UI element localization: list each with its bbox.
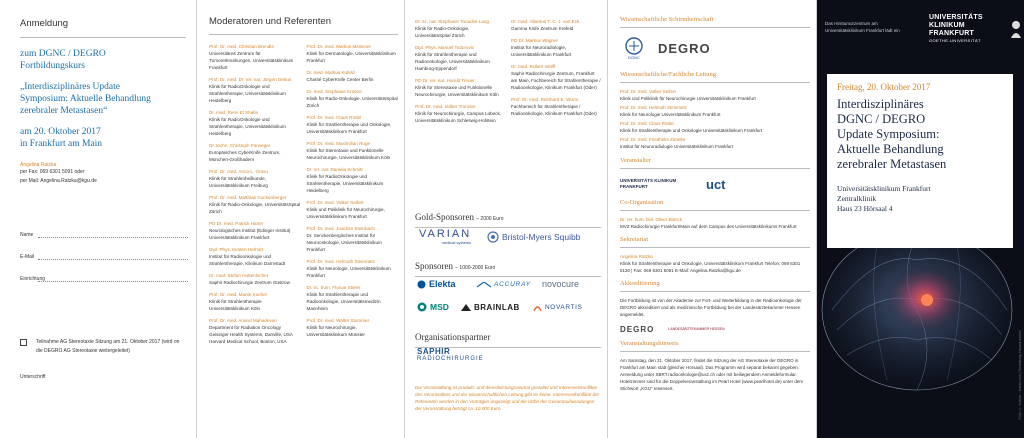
person-name: Dipl. Phys. Kirsten Herholz <box>209 247 264 252</box>
registration-heading: Anmeldung <box>20 18 69 29</box>
divider <box>620 27 810 28</box>
course-title-3: zerebraler Metastasen“ <box>20 106 108 116</box>
person-affiliation: Europäisches CyberKnife Zentrum, München-Großhadern <box>209 150 281 162</box>
accreditation-heading: Akkreditierung <box>620 280 660 287</box>
person-affiliation: Gamma Knife Zentrum Krefeld <box>511 26 574 31</box>
cover-card <box>827 74 1013 248</box>
person-name: Dr. techn. Christoph Fürweger <box>209 143 271 148</box>
varian-logo: VARIAN medical systems <box>419 228 472 245</box>
person-name: Prof. Dr. med. Claus Rödel <box>620 121 674 126</box>
person-affiliation: Charité CyberKnife Center Berlin <box>306 77 374 82</box>
lak-hessen-logo: LANDESÄRZTEKAMMER HESSEN <box>668 327 725 331</box>
divider <box>620 351 810 352</box>
leadership-entry <box>620 120 810 134</box>
leadership-list <box>620 88 810 150</box>
divider <box>415 276 601 277</box>
divider <box>620 247 810 248</box>
person-affiliation: Klinik für Stereotaxie und Funktionelle Neurochirurgie, Universitätsklinikum Köln <box>415 85 499 97</box>
person-affiliation: Department for Radiation Oncology Geisinger Health Systems, Danville, USA Harvard Medical School, Boston, USA <box>209 325 293 344</box>
person-affiliation: Klinik für Radio-Onkologie, UniversitätsSpital Zürich <box>306 96 398 108</box>
divider <box>620 210 810 211</box>
person-affiliation: Klinik für Neurochirurgie, Campus Lübeck, Universitätsklinikum Schleswig-Holstein <box>415 111 502 123</box>
person-name: PD Dr. Markus Wagner <box>511 38 559 43</box>
leadership-entry <box>620 88 810 102</box>
person-affiliation: Saphir Radiochirurgie Zentrum, Frankfurt am Main, Fachbereich für Strahlentherapie / Radioonkologie, Klinikum Frankfurt (Oder) <box>511 71 601 90</box>
organizer-heading: Veranstalter <box>620 157 652 164</box>
org-partner-heading: Organisationspartner <box>415 332 491 342</box>
leadership-entry <box>620 104 810 118</box>
person-affiliation: Institut für Neuroradiologie, Universitätsklinikum Frankfurt <box>511 45 572 57</box>
patronage-heading: Wissenschaftliche Schirmherrschaft <box>620 16 714 23</box>
photo-credit: Foto: © Kolmar - fotolia.com | Gestaltung: Hausdruckerei <box>1018 330 1022 420</box>
dgnc-icon <box>624 37 644 55</box>
brainlab-icon <box>461 304 471 312</box>
leadership-entry <box>620 136 810 150</box>
contact-mail[interactable]: per Mail: Angelina.Ratzka@kgu.de <box>20 178 97 184</box>
person-name: Dr. med. Remi El Shafie <box>209 110 259 115</box>
course-date: am 20. Oktober 2017 <box>20 127 101 137</box>
name-line[interactable] <box>38 237 188 238</box>
attendance-checkbox-label: Teilnahme AG Stereotaxie Sitzung am 21. Oktober 2017 (wird on die DEGRO AG Stereotaxie weitergeleitet) <box>36 339 180 354</box>
disclaimer: Die Veranstaltung ist produkt- und dienstleistungsneutral gestaltet und Interessenkonflikte des Veranstalters und der wissenschaftlichen Leitung gibt es keine. Interessenkonflikte der Referenten werden in den Vorträgen angezeigt und die Höhe der Gesamtaufwendungen der Veranstaltung beträgt ca. 10.000 Euro. <box>415 385 600 411</box>
person-name: Prof. Dr. med. Anand Mahadevan <box>209 318 277 323</box>
degro-akademie-logo: DEGRO <box>620 324 655 334</box>
uct-logo: uct <box>706 176 726 192</box>
person-name: Prof. Dr. med. Walter Stummer <box>306 318 370 323</box>
speaker-entry <box>307 284 399 312</box>
speaker-entry <box>511 63 601 91</box>
speakers-panel <box>197 0 404 438</box>
course-place: in Frankfurt am Main <box>20 139 103 149</box>
secretariat-heading: Sekretariat <box>620 236 649 243</box>
name-field[interactable] <box>20 232 33 238</box>
person-affiliation: Klinik für Neurologie, Universitätsklinikum Frankfurt <box>306 266 391 278</box>
speakers-heading: Moderatoren und Referenten <box>209 16 331 27</box>
person-affiliation: Klinik für Stereotaxie und Funktionelle Neurochirurgie, Universitätsklinikum Köln <box>306 148 391 160</box>
event-note-heading: Veranstaltungshinweis <box>620 340 679 347</box>
elekta-logo: Elekta <box>417 279 456 289</box>
course-title-1: „Interdisziplinäres Update <box>20 82 120 92</box>
speaker-entry <box>307 225 399 253</box>
novocure-logo: novocure <box>542 279 580 289</box>
speaker-entry <box>307 69 399 83</box>
registration-panel <box>0 0 196 438</box>
person-name: Prof. Dr. med. Reinhard E. Wurm <box>511 97 579 102</box>
degro-logo: DEGRO <box>658 40 711 56</box>
person-name: Prof. Dr. med. Christian Brendts <box>209 44 274 49</box>
coorg-text: MVZ Radiochirurgie Frankfurt/Main auf dem Campus des Universitätsklinikums Frankfurt <box>620 224 797 229</box>
person-affiliation: Klinik und Poliklinik für Neurochirurgie, Universitätsklinikum Frankfurt <box>306 207 385 219</box>
accuray-icon <box>477 282 491 288</box>
cover-location: Universitätsklinikum Frankfurt Zentralklinik Haus 23 Hörsaal 4 <box>837 184 931 213</box>
person-affiliation: Universitäres Zentrum für Tumorerkrankungen, Universitätsklinikum Frankfurt <box>209 51 294 70</box>
speakers-column-2 <box>307 43 399 350</box>
speakers-column-3 <box>415 18 505 129</box>
person-name: Prof. Dr. med. Volker Seifert <box>620 89 676 94</box>
leadership-heading: Wissenschaftliche/Fachliche Leitung <box>620 71 716 78</box>
person-affiliation: Klinik für Radio-Onkologie, UniversitätsSpital Zürich <box>209 202 301 214</box>
speakers-column-4 <box>511 18 601 129</box>
person-affiliation: Dr. Senckenbergisches Institut für Neuroonkologie, Universitätsklinikum Frankfurt <box>306 233 382 252</box>
email-field[interactable] <box>20 254 34 260</box>
speaker-entry <box>511 18 601 32</box>
brainlab-logo: BRAINLAB <box>461 303 520 312</box>
signature-label: Unterschrift <box>20 374 46 380</box>
speaker-entry <box>209 272 301 286</box>
person-affiliation: Klinik für RadioOnkologie und Strahlentherapie, Universitätsklinikum Heidelberg <box>209 117 286 136</box>
person-affiliation: Neurologisches Institut (Edinger Institut) Universitätsklinikum Frankfurt <box>209 228 291 240</box>
speaker-entry <box>415 103 505 124</box>
bms-logo: Bristol-Myers Squibb <box>487 231 580 243</box>
speaker-entry <box>511 96 601 117</box>
speakers-column-1 <box>209 43 301 350</box>
coorg-heading: Co-Organisation <box>620 199 664 206</box>
speaker-entry <box>307 199 399 220</box>
cover-panel <box>817 0 1024 438</box>
course-line-2: Fortbildungskurs <box>20 61 85 71</box>
speaker-entry <box>209 194 301 215</box>
bms-icon <box>487 231 499 243</box>
divider <box>620 82 810 83</box>
speaker-entry <box>511 37 601 58</box>
course-line-1: zum DGNC / DEGRO <box>20 49 106 59</box>
divider <box>20 37 186 38</box>
speaker-entry <box>415 44 505 72</box>
saphir-logo: SAPHIR RADIOCHIRURGIE <box>417 347 484 362</box>
email-label: E-Mail <box>20 254 35 260</box>
event-note-text: Am Samstag, den 21. Oktober 2017, findet die Sitzung der AG Stereotaxie der DEGRO in Frankfurt am Main statt (gleicher Hörsaal). Das Programm wird separat bekannt gegeben. Anmeldung unter SBRT.radioonkologie@usz.ch oder mit beiliegendem Anmeldeformular. Hotelzimmer sind für die Doppelveranstaltung im Pearl Hotel (www.pearlhotel.de) unter dem Stichwort „KGU“ reserviert. <box>620 358 804 391</box>
contact-fax: per Fax: 069 6301 5091 oder <box>20 169 85 175</box>
person-affiliation: Klinik für RadioOnkologie und Strahlentherapie, Universitätsklinikum Heidelberg <box>209 84 286 103</box>
person-affiliation: Klinik für Strahlentherapie und Radioonkologie, Universitätsklinikum Hamburg-Eppendorf <box>415 52 490 71</box>
person-name: Prof. Dr. med. Helmuth Steinmetz <box>620 105 688 110</box>
person-name: Dr. med. Stefan Huttenlocher <box>209 273 269 278</box>
speaker-entry <box>307 88 399 109</box>
divider <box>620 291 810 292</box>
person-name: Dr. sc. hum. Florian Stieler <box>306 285 361 290</box>
cover-invitation: Das Hirntumorzentrum am Universitätsklinikum Frankfurt lädt ein <box>825 21 900 33</box>
speaker-entry <box>415 18 505 39</box>
person-name: Dr. med. Stephanie Kroeze <box>306 89 362 94</box>
course-title-2: Symposium: Aktuelle Behandlung <box>20 94 151 104</box>
speaker-entry <box>307 166 399 194</box>
person-name: Prof. Dr. med. Markus Meissner <box>306 44 372 49</box>
speaker-entry <box>307 114 399 135</box>
secretariat-text: Klinik für Strahlentherapie und Onkologie, Universitätsklinikum Frankfurt Telefon: 069 6301 5130 | Fax: 069 6301 5091 E-Mail: Angelina.Ratzka@kgu.de <box>620 261 801 273</box>
person-name: Prof. Dr. med. Friedhelm Zanella <box>620 137 686 142</box>
speaker-entry <box>209 168 301 189</box>
dgnc-logo: DGNC <box>624 37 644 60</box>
speaker-entry <box>307 258 399 279</box>
person-affiliation: Klinik für Strahlentherapie und Onkologie Universitätsklinikum Frankfurt <box>620 128 763 133</box>
person-name: Prof. Dr. med. Matthias Guckenberger <box>209 195 287 200</box>
person-name: Prof. Dr. med. Helmuth Steinmetz <box>306 259 375 264</box>
speaker-entry <box>307 317 399 338</box>
speaker-entry <box>307 140 399 161</box>
speaker-entry <box>209 142 301 163</box>
cover-date: Freitag, 20. Oktober 2017 <box>837 82 931 92</box>
speaker-entry <box>209 317 301 345</box>
person-affiliation: Klinik für Radio-Onkologie, UniversitätsSpital Zürich <box>415 26 470 38</box>
goethe-portrait-icon <box>1010 20 1021 38</box>
person-name: Dr. med. Albertus T. C. J. van Eck <box>511 19 580 24</box>
person-name: Prof. Dr. med. Volker Seifert <box>306 200 364 205</box>
accuray-logo: ACCURAY <box>477 281 531 288</box>
signature-field[interactable] <box>20 374 46 380</box>
coorg-name: Dr. rer. hum. biol. Oliver Blanck <box>620 217 683 222</box>
person-affiliation: Fachbereich für Strahlentherapie / Radioonkologie, Klinikum Frankfurt (Oder) <box>511 104 597 116</box>
person-name: Dr. rer. nat. Daniela Schmitt <box>306 167 363 172</box>
speaker-entry <box>209 76 301 104</box>
speaker-entry <box>209 43 301 71</box>
person-name: Dr. sc. nat. Stephanie Tanadini-Lang <box>415 19 489 24</box>
novartis-icon <box>533 303 542 312</box>
email-line[interactable] <box>38 259 188 260</box>
speaker-entry <box>209 291 301 312</box>
name-label: Name <box>20 232 34 238</box>
person-name: Prof. Dr. med. Claus Rödel <box>306 115 362 120</box>
person-affiliation: Saphir Radiochirurgie Zentrum Güstrow <box>209 280 290 285</box>
contact-name: Angelina Ratzka <box>20 162 57 168</box>
person-affiliation: Klinik für Strahlentherapie Universitätsklinikum Köln <box>209 299 262 311</box>
institution-line[interactable] <box>38 281 188 282</box>
person-affiliation: Klinik für Dermatologie, Universitätsklinikum Frankfurt <box>306 51 396 63</box>
speaker-entry <box>209 109 301 137</box>
speakers-sponsors-panel <box>405 0 607 438</box>
msd-logo: MSD <box>417 302 449 312</box>
accreditation-text: Die Fortbildung ist von der Akademie zur Fort- und Weiterbildung in der Radioonkologie der DEGRO akkreditiert und als medizinische Fortbildung bei der Landesärztekammer Hessen angemeldet. <box>620 298 802 317</box>
secretariat-name: Angelina Ratzka <box>620 254 653 259</box>
person-affiliation: Institut für Radioonkologie und Strahlentherapie, Klinikum Darmstadt <box>209 254 286 266</box>
person-name: Dipl. Phys. Manuel Todorovic <box>415 45 475 50</box>
person-name: PD Dr. med. Patrick Harter <box>209 221 264 226</box>
gold-sponsors-heading: Gold-Sponsoren – 2000 Euro <box>415 212 504 222</box>
divider <box>620 168 810 169</box>
person-name: PD Dr. rer. nat. Harald Treuer <box>415 78 475 83</box>
person-affiliation: Klinik für Strahlentherapie und Onkologie, Universitätsklinikum Frankfurt <box>306 122 392 134</box>
attendance-checkbox[interactable] <box>20 339 27 346</box>
person-name: Prof. Dr. med. Dr. rer. nat. Jürgen Debus <box>209 77 292 82</box>
person-affiliation: Klinik für RadioOnkologie und Strahlentherapie, Universitätsklinikum Heidelberg <box>306 174 384 193</box>
ukf-cover-logo: UNIVERSITÄTS KLINIKUM FRANKFURT GOETHE-UNIVERSITÄT <box>929 14 1021 43</box>
person-affiliation: Klinik für Neurologie Universitätsklinikum Frankfurt <box>620 112 721 117</box>
speaker-entry <box>307 43 399 64</box>
speaker-entry <box>209 220 301 241</box>
elekta-icon <box>417 280 426 289</box>
divider <box>209 34 398 35</box>
sponsors-heading: Sponsoren – 1000-2000 Euro <box>415 261 496 271</box>
person-affiliation: Klinik für Strahlenheilkunde, Universitätsklinikum Freiburg <box>209 176 268 188</box>
person-affiliation: Klinik für Neurochirurgie, Universitätsklinikum Münster <box>306 325 365 337</box>
institution-label: Einrichtung <box>20 276 46 282</box>
institution-field[interactable] <box>20 276 45 282</box>
person-name: Dr. med. Markus Kufeld <box>306 70 355 75</box>
cover-title: Interdisziplinäres DGNC / DEGRO Update Symposium: Aktuelle Behandlung zerebraler Metastasen <box>837 97 947 171</box>
novartis-logo: NOVARTIS <box>533 303 582 312</box>
organisation-panel <box>608 0 816 438</box>
person-name: Prof. Dr. med. Anca-L. Grosu <box>209 169 268 174</box>
person-name: Prof. Dr. med. Maximilian Ruge <box>306 141 371 146</box>
person-name: Dr. med. Robert Wolff <box>511 64 555 69</box>
person-name: Prof. Dr. med. Martin Kocher <box>209 292 268 297</box>
speaker-entry <box>209 246 301 267</box>
person-affiliation: Klinik und Poliklinik für Neurochirurgie Universitätsklinikum Frankfurt <box>620 96 756 101</box>
msd-icon <box>417 302 427 312</box>
speaker-entry <box>415 77 505 98</box>
person-name: Prof. Dr. med. Joachim Steinbach <box>306 226 375 231</box>
ukf-logo: UNIVERSITÄTS KLINIKUM FRANKFURT <box>620 178 677 189</box>
person-affiliation: Institut für Neuroradiologie Universitätsklinikum Frankfurt <box>620 144 734 149</box>
person-affiliation: Klinik für Strahlentherapie und Radioonkologie, Universitätsmedizin Mannheim <box>306 292 381 311</box>
person-name: Prof. Dr. med. Volker Tronnier <box>415 104 476 109</box>
